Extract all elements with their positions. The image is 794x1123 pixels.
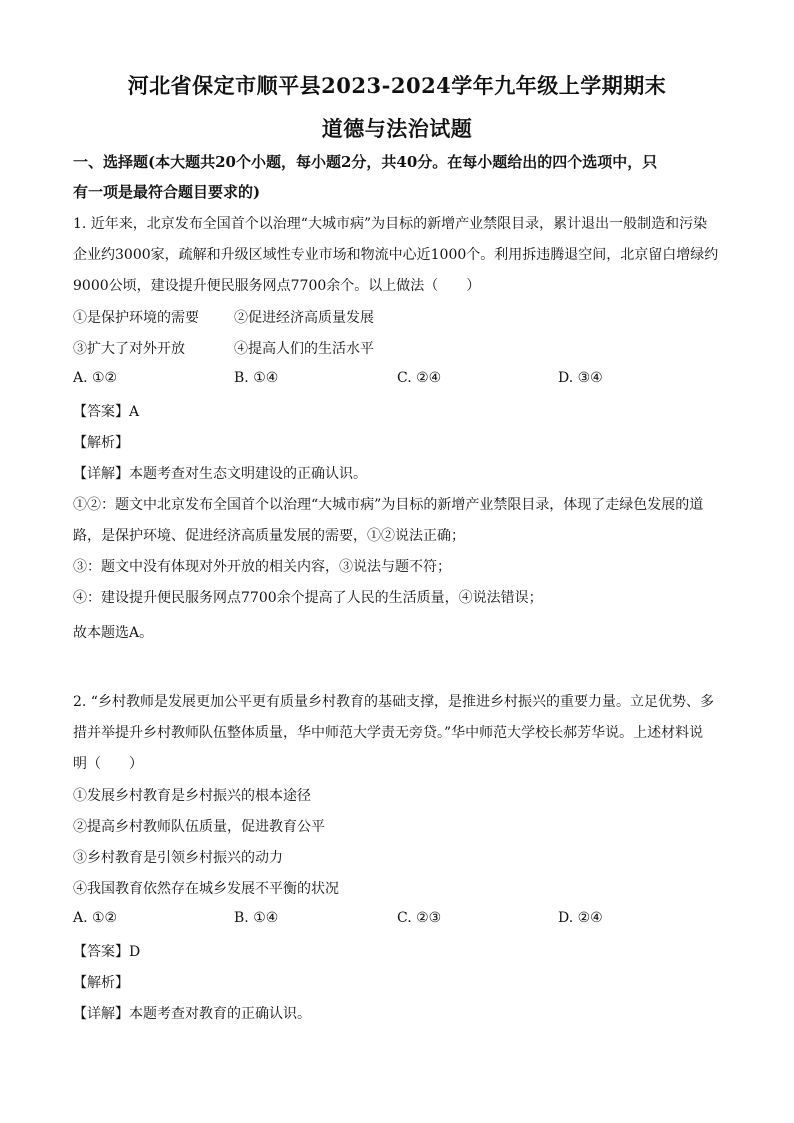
q1-explain-line: ①②：题文中北京发布全国首个以治理“大城市病”为目标的新增产业禁限目录，体现了走绿色发展的道 [73, 497, 704, 513]
q1-stem-line: 1. 近年来，北京发布全国首个以治理“大城市病”为目标的新增产业禁限目录，累计退出一般制造和污染 [73, 216, 708, 232]
q1-explain-line: ③：题文中没有体现对外开放的相关内容，③说法与题不符； [73, 559, 451, 575]
section-heading: 一、选择题(本大题共20个小题，每小题2分，共40分。在每小题给出的四个选项中，只 [73, 153, 658, 171]
page-subtitle: 道德与法治试题 [321, 116, 473, 141]
q1-item: ②促进经济高质量发展 [234, 310, 374, 326]
q2-item: ①发展乡村教育是乡村振兴的根本途径 [73, 788, 311, 804]
q2-item: ③乡村教育是引领乡村振兴的动力 [73, 850, 283, 866]
section-heading-cont: 有一项是最符合题目要求的) [73, 183, 261, 201]
q2-answer: 【答案】D [73, 944, 141, 960]
q1-conclusion: 故本题选A。 [73, 625, 154, 641]
q2-choice-a: A. ①② [73, 910, 118, 926]
q1-stem-line: 企业约3000家，疏解和升级区域性专业市场和物流中心近1000个。利用拆违腾退空间，北京留白增绿约 [73, 247, 719, 263]
q2-item: ④我国教育依然存在城乡发展不平衡的状况 [73, 881, 339, 897]
q2-choice-c: C. ②③ [397, 910, 442, 926]
q1-choice-a: A. ①② [73, 370, 118, 386]
q1-choice-c: C. ②④ [397, 370, 442, 386]
q2-choice-b: B. ①④ [234, 910, 279, 926]
q1-answer: 【答案】A [73, 404, 140, 420]
q2-stem-line: 明（ ） [73, 756, 143, 772]
q1-item: ③扩大了对外开放 [73, 341, 185, 357]
q1-choice-b: B. ①④ [234, 370, 279, 386]
q1-item: ④提高人们的生活水平 [234, 341, 374, 357]
q1-detail: 【详解】本题考查对生态文明建设的正确认识。 [73, 466, 367, 482]
q2-stem-line: 2. “乡村教师是发展更加公平更有质量乡村教育的基础支撑，是推进乡村振兴的重要力量。立足优势、多 [73, 694, 714, 710]
q2-item: ②提高乡村教师队伍质量，促进教育公平 [73, 819, 325, 835]
q2-choice-d: D. ②④ [558, 910, 603, 926]
q1-explain-line: 路，是保护环境、促进经济高质量发展的需要，①②说法正确； [73, 528, 465, 544]
q1-stem-line: 9000公顷，建设提升便民服务网点7700余个。以上做法（ ） [73, 278, 481, 294]
q2-analysis-label: 【解析】 [73, 975, 129, 991]
q1-item: ①是保护环境的需要 [73, 310, 199, 326]
q1-analysis-label: 【解析】 [73, 435, 129, 451]
q1-explain-line: ④：建设提升便民服务网点7700余个提高了人民的生活质量，④说法错误； [73, 590, 543, 606]
q2-stem-line: 措并举提升乡村教师队伍整体质量，华中师范大学责无旁贷。”华中师范大学校长郝芳华说。上述材料说 [73, 725, 704, 741]
q1-choice-d: D. ③④ [558, 370, 603, 386]
page-title: 河北省保定市顺平县2023-2024学年九年级上学期期末 [127, 73, 667, 98]
q2-detail: 【详解】本题考查对教育的正确认识。 [73, 1006, 311, 1022]
